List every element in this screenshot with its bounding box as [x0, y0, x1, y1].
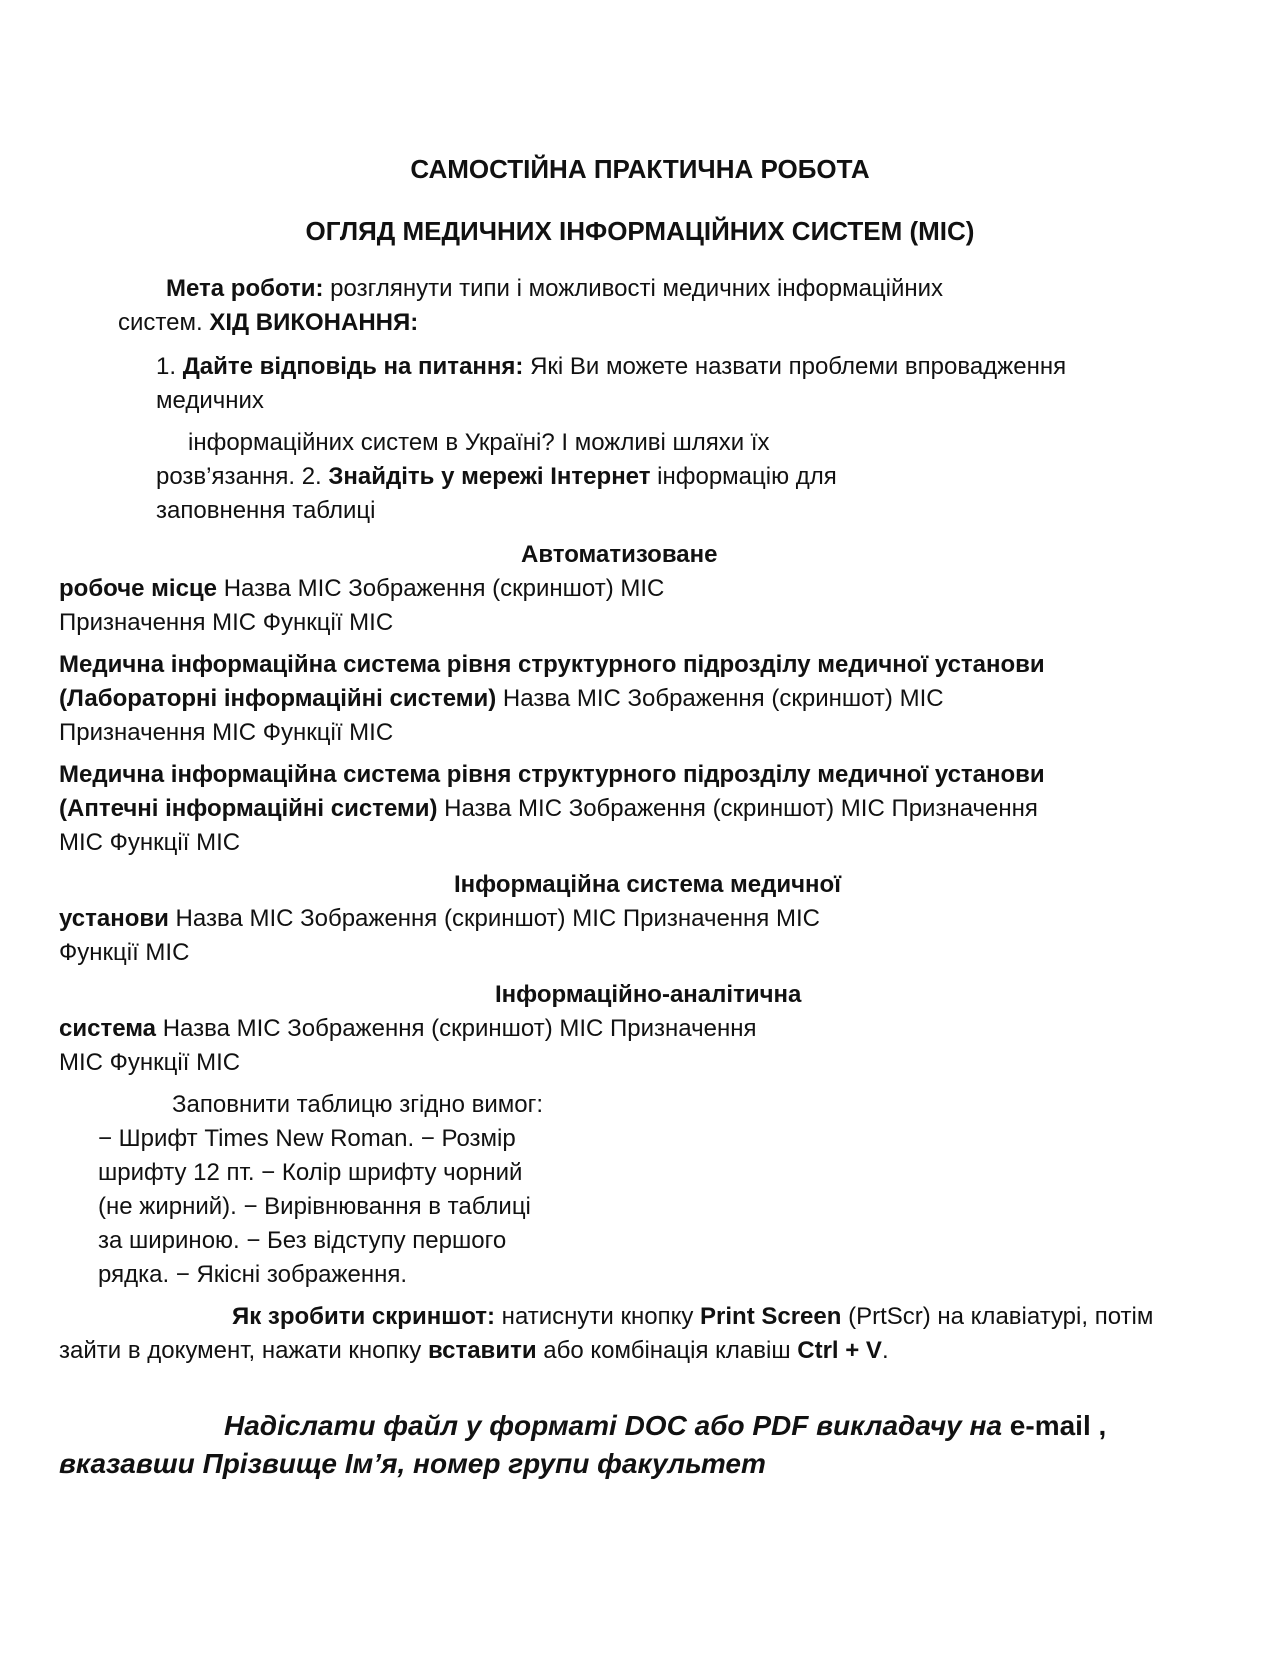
- requirements-intro: Заповнити таблицю згідно вимог:: [172, 1091, 544, 1118]
- section5-line-2: МІС Функції МІС: [59, 1049, 241, 1076]
- task1-num: 1.: [156, 353, 183, 380]
- section1-heading: Автоматизоване: [521, 541, 718, 568]
- section1-line-2: Призначення МІС Функції МІС: [59, 609, 394, 636]
- task1-line-2: медичних: [156, 387, 264, 414]
- screenshot-text-1: натиснути кнопку: [495, 1303, 701, 1330]
- task1-line: [156, 352, 1066, 382]
- section5-heading: Інформаційно-аналітична: [495, 981, 802, 1008]
- section2-text: Назва МІС Зображення (скриншот) МІС: [496, 685, 944, 712]
- task1-label: Дайте відповідь на питання:: [182, 353, 524, 380]
- section4-line: [59, 904, 820, 934]
- task2-text: інформацію для: [650, 463, 837, 490]
- task1-text: Які Ви можете назвати проблеми впровадження: [523, 353, 1067, 380]
- submit-line: [224, 1408, 1106, 1444]
- requirements-line-5: рядка. − Якісні зображення.: [98, 1261, 407, 1288]
- screenshot-text-2: (PrtScr) на клавіатурі, потім: [841, 1303, 1154, 1330]
- paste-key: вставити: [427, 1337, 537, 1364]
- screenshot-line-2: [59, 1336, 889, 1366]
- section1-line: [59, 574, 664, 604]
- doc-title: САМОСТІЙНА ПРАКТИЧНА РОБОТА: [410, 154, 870, 184]
- requirements-line-4: за шириною. − Без відступу першого: [98, 1227, 507, 1254]
- section2-heading-2: (Лабораторні інформаційні системи): [59, 685, 497, 712]
- section3-heading: Медична інформаційна система рівня структурного підрозділу медичної установи: [59, 761, 1045, 788]
- screenshot-text-4: або комбінація клавіш: [536, 1337, 798, 1364]
- section2-heading: Медична інформаційна система рівня структурного підрозділу медичної установи: [59, 651, 1045, 678]
- section4-line-2: Функції МІС: [59, 939, 190, 966]
- section3-text: Назва МІС Зображення (скриншот) МІС Призначення: [437, 795, 1038, 822]
- section4-heading: Інформаційна система медичної: [454, 871, 841, 898]
- section1-heading-2: робоче місце: [59, 575, 218, 602]
- task2-num: розв’язання. 2.: [156, 463, 329, 490]
- print-screen-key: Print Screen: [700, 1303, 842, 1330]
- section4-heading-2: установи: [59, 905, 169, 932]
- requirements-line-3: (не жирний). − Вирівнювання в таблиці: [98, 1193, 531, 1220]
- section5-heading-2: система: [59, 1015, 157, 1042]
- requirements-line-2: шрифту 12 пт. − Колір шрифту чорний: [98, 1159, 523, 1186]
- task2-label: Знайдіть у мережі Інтернет: [328, 463, 651, 490]
- task2-line-2: заповнення таблиці: [156, 497, 376, 524]
- goal-line-2: [118, 308, 418, 338]
- submit-line-2: вказавши Прізвище Ім’я, номер групи факультет: [59, 1448, 766, 1479]
- section5-line: [59, 1014, 756, 1044]
- section3-heading-2: (Аптечні інформаційні системи): [59, 795, 438, 822]
- doc-subtitle: ОГЛЯД МЕДИЧНИХ ІНФОРМАЦІЙНИХ СИСТЕМ (МІС): [305, 216, 975, 246]
- goal-line: [166, 274, 943, 304]
- submit-email: e-mail ,: [1002, 1410, 1107, 1441]
- task2-line: [156, 462, 837, 492]
- goal-text: розглянути типи і можливості медичних інформаційних: [323, 275, 944, 302]
- progress-label: ХІД ВИКОНАННЯ:: [209, 309, 419, 336]
- section2-line: [59, 684, 944, 714]
- goal-label: Мета роботи:: [166, 275, 324, 302]
- section5-text: Назва МІС Зображення (скриншот) МІС Призначення: [156, 1015, 757, 1042]
- requirements-line-1: − Шрифт Times New Roman. − Розмір: [98, 1125, 516, 1152]
- section4-text: Назва МІС Зображення (скриншот) МІС Призначення МІС: [168, 905, 820, 932]
- submit-text: Надіслати файл у форматі DOC або PDF викладачу на: [224, 1410, 1003, 1441]
- goal-text-2: систем.: [118, 309, 210, 336]
- screenshot-text-3: зайти в документ, нажати кнопку: [59, 1337, 428, 1364]
- task1-line-3: інформаційних систем в Україні? І можливі шляхи їх: [188, 429, 770, 456]
- screenshot-label: Як зробити скриншот:: [232, 1303, 496, 1330]
- screenshot-text-5: .: [881, 1337, 889, 1364]
- section3-line-2: МІС Функції МІС: [59, 829, 241, 856]
- ctrl-v-key: Ctrl + V: [797, 1337, 882, 1364]
- section1-text: Назва МІС Зображення (скриншот) МІС: [217, 575, 665, 602]
- section2-line-2: Призначення МІС Функції МІС: [59, 719, 394, 746]
- section3-line: [59, 794, 1038, 824]
- screenshot-line: [232, 1302, 1153, 1332]
